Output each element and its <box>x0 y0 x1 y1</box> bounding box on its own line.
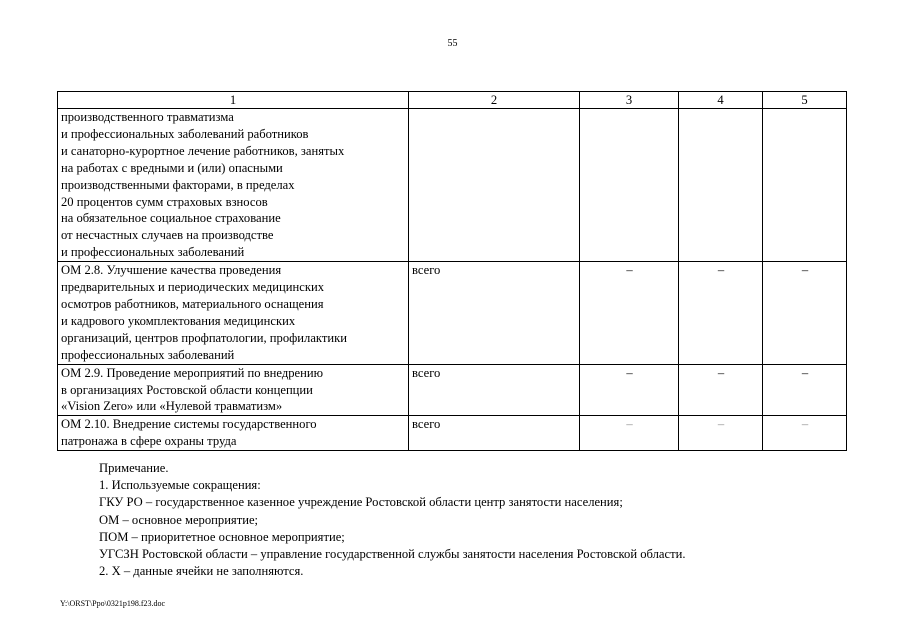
value-cell: – <box>580 416 679 451</box>
table-row <box>58 262 847 364</box>
measure-description: ОМ 2.8. Улучшение качества проведения предварительных и периодических медицинских осмотров работников, материального оснащения и кадрового укомплектования медицинских организаций, центров профпатологии, профилактики профессиональных заболеваний <box>58 262 409 364</box>
value-cell <box>679 109 763 262</box>
value-cell <box>763 109 847 262</box>
value-cell: – <box>679 262 763 364</box>
header-cell: 1 <box>58 92 409 109</box>
value-cell: – <box>763 262 847 364</box>
header-cell: 3 <box>580 92 679 109</box>
note-line: ОМ – основное мероприятие; <box>99 512 259 527</box>
value-cell: – <box>679 416 763 451</box>
header-cell: 2 <box>409 92 580 109</box>
row-type-cell: всего <box>409 262 580 364</box>
note-line: ГКУ РО – государственное казенное учреждение Ростовской области центр занятости населения; <box>99 495 623 510</box>
note-line: УГСЗН Ростовской области – управление государственной службы занятости населения Ростовской области. <box>99 547 686 562</box>
value-cell: – <box>679 364 763 416</box>
note-line: 1. Используемые сокращения: <box>99 478 261 493</box>
data-table <box>57 91 847 451</box>
value-cell: – <box>580 262 679 364</box>
table-row <box>58 416 847 451</box>
header-cell: 4 <box>679 92 763 109</box>
measure-description: ОМ 2.10. Внедрение системы государственного патронажа в сфере охраны труда <box>58 416 409 451</box>
note-line: ПОМ – приоритетное основное мероприятие; <box>99 529 345 544</box>
notes-title: Примечание. <box>99 461 169 475</box>
header-cell: 5 <box>763 92 847 109</box>
notes-section <box>99 460 685 580</box>
row-type-cell <box>409 109 580 262</box>
measure-description: ОМ 2.9. Проведение мероприятий по внедрению в организациях Ростовской области концепции «Vision Zero» или «Нулевой травматизм» <box>58 364 409 416</box>
value-cell <box>580 109 679 262</box>
value-cell: – <box>580 364 679 416</box>
value-cell: – <box>763 364 847 416</box>
row-type-cell: всего <box>409 416 580 451</box>
table-row <box>58 364 847 416</box>
note-line: 2. Х – данные ячейки не заполняются. <box>99 564 304 579</box>
table-row <box>58 109 847 262</box>
measure-description: производственного травматизма и профессиональных заболеваний работников и санаторно-курортное лечение работников, занятых на работах с вредными и (или) опасными производственными факторами, в пределах 20 процентов сумм страховых взносов на обязательное социальное страхование от несчастных случаев на производстве и профессиональных заболеваний <box>58 109 409 262</box>
table-header-row <box>58 92 847 109</box>
file-path-footer: Y:\ORST\Ppo\0321p198.f23.doc <box>60 599 166 608</box>
value-cell: – <box>763 416 847 451</box>
row-type-cell: всего <box>409 364 580 416</box>
page-number: 55 <box>447 38 458 49</box>
